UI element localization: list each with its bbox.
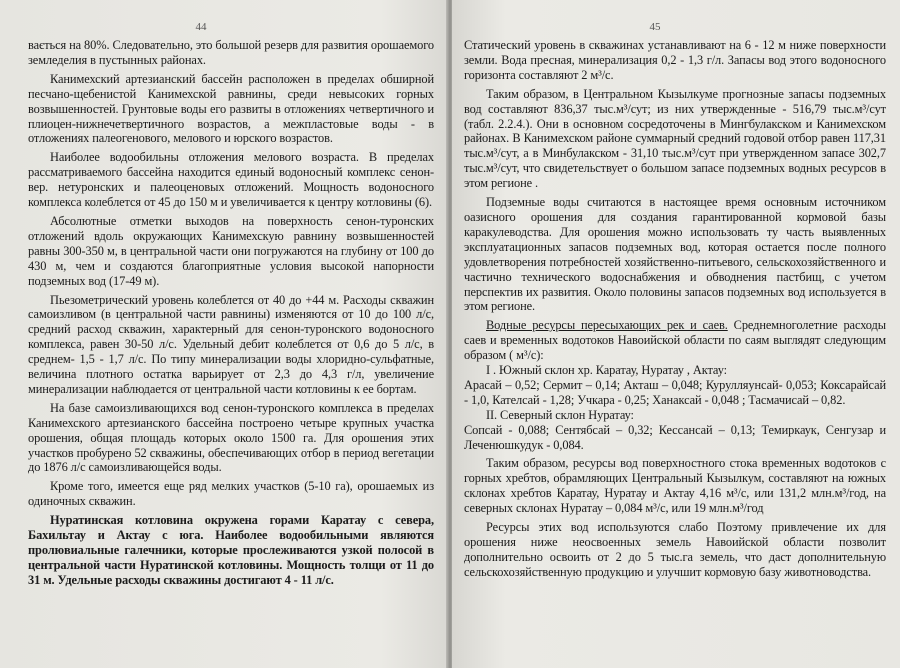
paragraph: На базе самоизливающихся вод сенон-туронского комплекса в пределах Канимехского артезианского бассейна построено четыре крупных участка орошения, общая площадь которых около 1500 га. Для орошения этих участков пробурено 52 скважины, обеспечивающих отбор в период вегетации до 1876 л/с самоизливающейся воды. [28,400,434,475]
list-title: I . Южный склон хр. Каратау, Нуратау , Актау: [486,363,727,378]
page-number-right: 45 [649,21,661,33]
paragraph [464,318,886,363]
paragraph: вається на 80%. Следовательно, это большой резерв для развития орошаемого земледелия в пустынных районах. [28,38,434,67]
paragraph-text: Среднемноголетние расходы саев и временных водотоков Навоийской области по саям выглядят следующим образом ( м³/с): [464,318,886,363]
paragraph: Ресурсы этих вод используются слабо Поэтому привлечение их для орошения ниже неосвоенных земель Навоийской области позволит дополнительно освоить от 2 до 5 тыс.га земель, что даст дополнительную сельскохозяйственную продукцию и улучшит кормовую базу животноводства. [464,520,886,579]
paragraph: Нуратинская котловина окружена горами Каратау с севера, Бахильтау и Актау с юга. Наиболее водообильными являются пролювиальные галечники, которые прослеживаются узкой полосой в центральной части Нуратинской котловины. Мощность толщи от 11 до 31 м. Удельные расходы скважины достигают 4 - 11 л/с. [28,513,434,587]
list-title: II. Северный склон Нуратау: [486,407,634,422]
list-items: Арасай – 0,52; Сермит – 0,14; Акташ – 0,048; Курулляунсай- 0,053; Коксарайсай - 1,0, Кателсай - 1,28; Учкара - 0,25; Ханаксай - 0,048 ; Тасмачисай – 0,82. [464,377,886,407]
page-number-left: 44 [195,21,207,33]
right-page [452,0,900,668]
section-heading: Водные ресурсы пересыхающих рек и саев. [486,318,728,333]
left-page [0,0,448,668]
paragraph: Канимехский артезианский бассейн расположен в пределах обширной песчано-щебенистой Канимехской равнины, среди невысоких горных возвышенностей. Грунтовые воды его развиты в отложениях четвертичного и плиоцен-нижнечетвертичного возрастов, а межпластовые воды - в отложениях палеогенового, мелового и юрского возрастов. [28,71,434,146]
list-items: Сопсай - 0,088; Сентябсай – 0,32; Кессансай – 0,13; Темиркаук, Сенгузар и Леченюшкудук - 0,084. [464,422,886,452]
paragraph: Подземные воды считаются в настоящее время основным источником оазисного орошения для создания гарантированной кормовой базы каракулеводства. Для орошения можно использовать ту часть выявленных эксплуатационных запасов подземных вод, которая остается после полного удовлетворения потребностей хозяйственно-питьевого, сельскохозяйственного и частично технического водоснабжения и обводнения пастбищ, с учетом перспектив их развития. Около половины запасов подземных вод используется в этом регионе. [464,195,886,314]
paragraph: Кроме того, имеется еще ряд мелких участков (5-10 га), орошаемых из одиночных скважин. [28,479,434,509]
paragraph: Пьезометрический уровень колеблется от 40 до +44 м. Расходы скважин самоизливом (в центральной части равнины) изменяются от 10 до 100 л/с, средний расход скважин, характерный для сенон-туронского водоносного комплекса, равен 30-50 л/с. Удельный дебит колеблется от 0,6 до 5 л/с, в среднем- 1,5 - 1,7 л/с. По типу минерализации воды хлоридно-сульфатные, величина плотного остатка варьирует от 2,3 до 4,3 г/л, увеличение минерализации наблюдается от центральной части котловины к ее бортам. [28,292,434,396]
paragraph: Наиболее водообильны отложения мелового возраста. В пределах рассматриваемого бассейна находится единый водоносный комплекс сенон-вер. нетуронских и палеоценовых отложений. Мощность водоносного комплекса колеблется от 45 до 150 м и увеличивается к центру котловины (6). [28,150,434,210]
paragraph: Статический уровень в скважинах устанавливают на 6 - 12 м ниже поверхности земли. Вода пресная, минерализация 0,2 - 1,3 г/л. Запасы вод этого водоносного горизонта составляют 2 м³/с. [464,38,886,82]
paragraph: Таким образом, ресурсы вод поверхностного стока временных водотоков с горных хребтов, обрамляющих Центральный Кызылкум, составляют на южных склонах хребтов Каратау, Нуратау и Актау 4,16 м³/с, или 131,2 млн.м³/год, на северных склонах Нуратау – 0,084 м³/с, или 19 млн.м³/год [464,456,886,516]
paragraph: Абсолютные отметки выходов на поверхность сенон-туронских отложений вдоль окружающих Канимехскую равнину возвышенностей равны 300-350 м, в центральной части они погружаются на глубину от 100 до 430 м, чем и создаются благоприятные условия высокой напорности подземных вод (17-49 м). [28,213,434,288]
paragraph: Таким образом, в Центральном Кызылкуме прогнозные запасы подземных вод составляют 836,37 тыс.м³/сут; из них утвержденные - 516,79 тыс.м³/сут (табл. 2.2.4.). Они в основном сосредоточены в Мингбулакском и Канимехском районах. В Канимехском районе суммарный средний годовой отбор равен 117,31 тыс.м³/сут, а в Минбулакском - 31,10 тыс.м³/сут при утвержденном запасе 302,7 тыс.м³/сут, что свидетельствует о большом запасе подземных водных ресурсов в этом регионе . [464,86,886,191]
